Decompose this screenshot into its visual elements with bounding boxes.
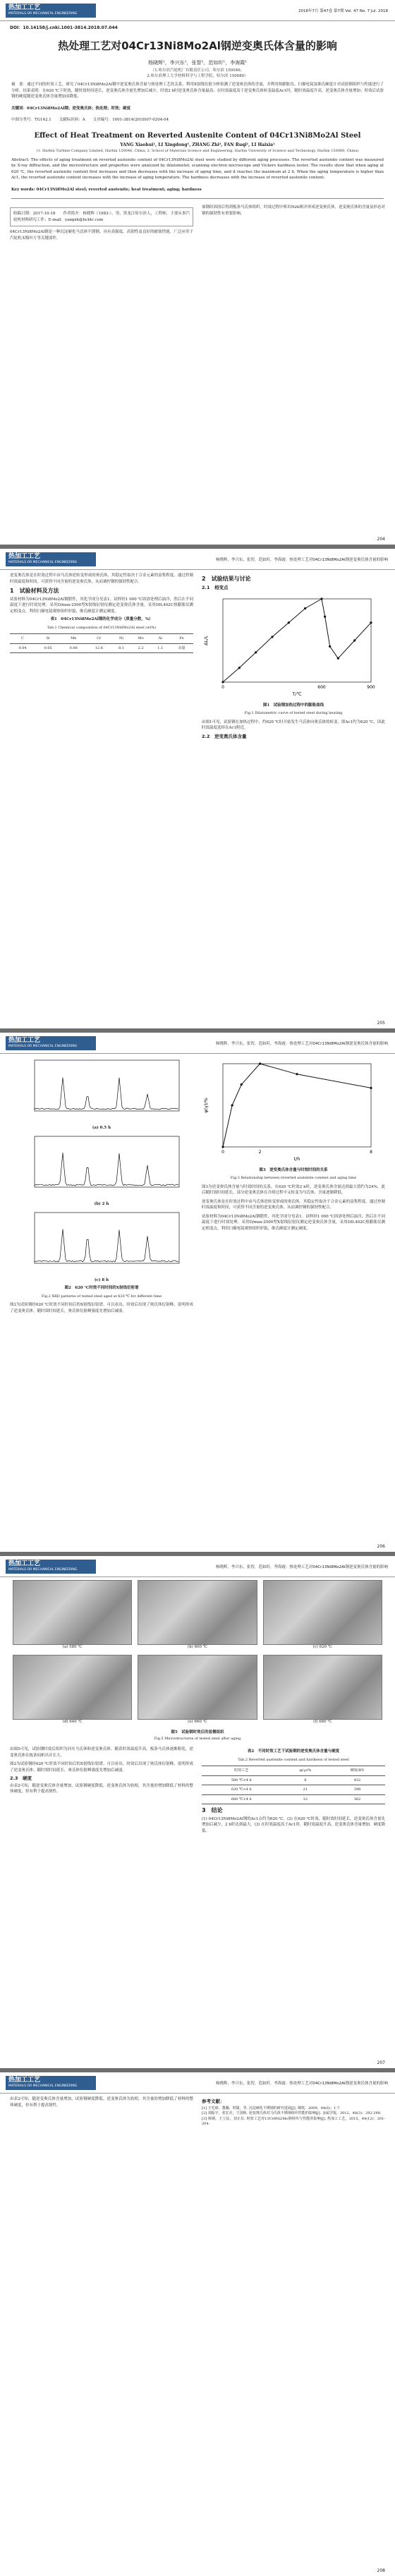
austenite-time-chart [202,1057,378,1162]
body-text: 逆变奥氏体是在时效过程中由马氏体逆转变形成的奥氏体，其稳定性取决于合金元素的富集程度。通过控制时效温度和时间，可获得不同含量的逆变奥氏体，从而调控钢的强韧性配合。 [202,1199,385,1210]
table-caption: 表2 不同时效工艺下试验钢的逆变奥氏体含量与硬度 [247,1749,340,1754]
running-head: 杨晓辉，李兴东，张智，范如圻，李海霞：热处理工艺对04Cr13Ni8Mo2Al钢逆变奥氏体含量的影响 [215,1565,388,1569]
body-text: 由表2可知，随逆变奥氏体含量增加，试验钢硬度降低。逆变奥氏体为软相，其含量的增加降低了材料的整体硬度，但有利于提高韧性。 [10,1783,193,1794]
micrograph-grid [0,1577,395,1727]
body-text: 试验材料为04Cr13Ni8Mo2Al钢锻件，其化学成分见表1。试样经1 000 ℃固溶处理后油冷，然后在不同温度下进行时效处理。采用D/max-2500型X射线衍射仪测定逆变奥氏体含量，采用DIL402C热膨胀仪测定相变点，利用扫描电镜观察组织形貌，维氏硬度计测定硬度。 [202,1214,385,1231]
section-heading: 3 结论 [202,1807,223,1813]
table-cell: 362 [329,1794,385,1804]
table-header: Si [35,634,61,644]
running-head: 杨晓辉，李兴东，张智，范如圻，李海霞：热处理工艺对04Cr13Ni8Mo2Al钢逆变奥氏体含量的影响 [215,2082,388,2086]
table-header: Mn [61,634,86,644]
table-row [202,1775,385,1785]
running-head: 杨晓辉，李兴东，张智，范如圻，李海霞：热处理工艺对04Cr13Ni8Mo2Al钢逆变奥氏体含量的影响 [215,1042,388,1046]
series-line [223,1064,371,1147]
data-point [320,597,322,600]
micrograph-image [138,1655,257,1720]
page-number: 208 [377,2568,385,2573]
section-heading: 2 试验结果与讨论 [202,576,251,582]
micrograph: (e) 660 ℃ [138,1655,257,1724]
body-text: 由图5可见，试验钢时效后组织为回火马氏体和逆变奥氏体，随着时效温度升高，板条马氏体逐渐粗化，逆变奥氏体在板条间析出并长大。 [10,1747,193,1758]
table-caption: 表1 04Cr13Ni8Mo2Al钢的化学成分（质量分数，%） [50,617,153,621]
data-point [288,621,290,624]
figure-caption-en: Fig.3 Relationship between reverted austenite content and aging time [230,1176,357,1180]
x-tick-label: 0 [221,1150,224,1155]
table-header: φ(γ)/% [281,1766,330,1776]
page-4 [0,1556,395,2068]
micrograph: (f) 680 ℃ [263,1655,382,1724]
table-cell: 0.04 [10,643,35,653]
xrd-panel-c [10,1209,193,1283]
xrd-panel-b [10,1133,193,1207]
table-row [202,1794,385,1804]
journal-logo: 热加工工艺 MATERIALS OR MECHANICAL ENGINEERING [6,1036,96,1050]
figure-caption-en: Fig.5 Microstructures of tested steel after aging [154,1737,241,1741]
table-cell: 660 ℃×4 h [202,1794,281,1804]
data-point [221,681,224,683]
table-cell: 2.2 [131,643,151,653]
conclusion-text: (1) 04Cr13Ni8Mo2Al钢的Ac1点约为620 ℃。(2) 在620 ℃时效，随时效时间延长，逆变奥氏体含量先增加后减少，2 h时达到最大。(3) 在时效温度高于Ac1时，随时效温度升高，逆变奥氏体含量增加，硬度降低。 [202,1816,385,1833]
plot-frame [35,1213,179,1263]
data-point [370,1087,372,1089]
journal-logo: 热加工工艺 MATERIALS OR MECHANICAL ENGINEERING [6,1560,96,1574]
footnote-box: 收稿日期：2017-10-18 作者简介：杨晓辉（1983-），男，黑龙江哈尔滨人，工程师，主要从事汽轮机材料研究工作；E-mail：yangxh@hcbtc.com [10,207,193,226]
column-left [10,2096,193,2127]
figure-caption-en: Fig.1 Dilatometric curve of tested steel during heating [244,711,343,715]
page-number: 206 [377,1544,385,1549]
body-columns [0,2094,395,2130]
micrograph-image [263,1580,382,1645]
table-header: Ni [111,634,130,644]
section-heading: 1 试验材料及方法 [10,588,59,594]
data-point [255,651,257,653]
abstract-en: Abstract: The effects of aging treatment on reverted austenite content of 04Cr13Ni8Mo2Al steel were studied by different aging processes. The reverted austenite content was measured by X-ray diffraction, and the microstructure and properties were analyzed by dilatometer, scanning electron microscope and Vickers hardness tester. The results show that when aging at 620 ℃, the reverted austenite content first increases and then decreases with the increase of aging time, and it reaches the maximum at 2 h. When the aging temperature is higher than Ac1, the reverted austenite content increases with the increase of aging temperature. The hardness decreases with the increase of reverted austenite content. [11,157,384,180]
table-cell: 452 [329,1775,385,1785]
table-row [10,643,193,653]
xrd-trace [35,1229,178,1262]
plot-frame [35,1060,179,1111]
plot-frame [223,599,371,682]
x-axis-label: t/h [293,1156,300,1162]
page-1 [0,0,395,545]
body-text: 试验材料为04Cr13Ni8Mo2Al钢锻件，其化学成分见表1。试样经1 000 ℃固溶处理后油冷，然后在不同温度下进行时效处理。采用D/max-2500型X射线衍射仪测定逆变奥氏体含量，采用DIL402C热膨胀仪测定相变点，利用扫描电镜观察组织形貌，维氏硬度计测定硬度。 [10,597,193,614]
data-point [353,639,356,641]
keywords-cn: 关键词：04Cr13Ni8Mo2Al钢；逆变奥氏体；热处理；时效；硬度 [11,106,130,111]
series-line [223,599,371,682]
micrograph-image [263,1655,382,1720]
table-cell: 580 ℃×4 h [202,1775,281,1785]
journal-logo: 热加工工艺 MATERIALS OR MECHANICAL ENGINEERING [6,4,96,18]
data-point [231,1104,233,1106]
authors-en: YANG Xiaohui¹, LI Xingdong¹, ZHANG Zhi², FAN Ruqi¹, LI Haixia¹ [120,142,275,147]
table-cell: 8.1 [111,643,130,653]
xrd-panel-a [10,1057,193,1131]
xrd-pattern [20,1209,183,1272]
x-tick-label: 900 [367,685,375,690]
data-point [337,657,339,660]
table-cell: 0.06 [61,643,86,653]
table-header-row [202,1766,385,1776]
body-columns [0,570,395,743]
column-right [202,1057,385,1314]
reference-item: [3] 杨钢，王立民，刘正东. 时效工艺对13Cr8Ni2Mo钢组织与性能的影响[J]. 热加工工艺，2015，44(12)：201-204. [202,2116,385,2126]
affiliation-en: (1. Harbin Turbine Company Limited, Harbin 150046, China; 2. School of Materials Science and Engineering, Harbin University of Science and Technology, Harbin 150080, China) [36,148,359,153]
body-text: 图3为逆变奥氏体含量与时效时间的关系。在620 ℃时效2 h时，逆变奥氏体含量达到最大值约为24%，此后随时效时间延长，部分逆变奥氏体在冷却过程中又转变为马氏体，含量逐渐降低。 [202,1184,385,1195]
page-header [0,0,395,21]
authors-cn: 杨晓辉¹，李兴东¹，张智²，范如圻¹，李海霞¹ [147,60,248,66]
subsection-heading: 2.3 硬度 [10,1775,32,1781]
column-right [202,1746,385,1834]
xrd-trace [35,1078,178,1110]
data-point [370,621,372,624]
data-point [238,667,241,669]
figure-caption: 图2 620 ℃时效不同时间的X射线衍射谱 [64,1286,139,1290]
page-2 [0,549,395,1028]
table-cell: 32 [281,1794,330,1804]
classification: 中图分类号：TG142.1 文献标识码：A 文章编号：1001-3814(2018)07-0204-04 [11,118,169,122]
table-cell: 8 [281,1775,330,1785]
table-header-row [10,634,193,644]
page-header [0,1033,395,1054]
affiliation-line: 2.哈尔滨理工大学材料科学与工程学院，哈尔滨 150080） [147,74,248,78]
micrograph: (c) 620 ℃ [263,1580,382,1649]
table-cell: 620 ℃×4 h [202,1785,281,1795]
table-header: 时效工艺 [202,1766,281,1776]
page-header [0,2072,395,2094]
plot-frame [35,1136,179,1187]
title-cn: 热处理工艺对04Cr13Ni8Mo2Al钢逆变奥氏体含量的影响 [58,40,337,52]
reference-item: [1] 王毛球，董瀚，时捷，等. 沉淀硬化不锈钢的研究进展[J]. 钢铁，2009，44(6)：1-7. [202,2106,341,2110]
reference-item: [2] 刘振宇，张宏亮，王国栋. 逆变奥氏体对马氏体不锈钢组织性能的影响[J]. 金属学报，2012，48(3)：292-298. [202,2111,382,2115]
reference-list [202,2106,385,2127]
subsection-heading: 2.1 相变点 [202,584,229,590]
table-caption-en: Tab.2 Reverted austenite content and hardness of tested steel [238,1757,349,1762]
panel-label: (b) 2 h [94,1201,109,1206]
figure-caption: 图1 试验钢加热过程中的膨胀曲线 [262,703,324,707]
table-cell: 1.1 [151,643,170,653]
micrograph: (a) 580 ℃ [13,1580,132,1649]
data-point [324,616,326,618]
intro-text: 该钢经固溶后得到板条马氏体组织，时效过程中析出NiAl相并形成逆变奥氏体，逆变奥氏体的含量及形态对钢的强韧性有重要影响。 [202,205,385,216]
table-row [202,1785,385,1795]
table-cell: 21 [281,1785,330,1795]
subsection-heading: 2.2 逆变奥氏体含量 [202,733,247,739]
data-point [296,1073,298,1075]
data-point [259,1062,261,1064]
x-tick-label: 2 [258,1150,262,1155]
y-axis-label: ΔL/L [203,636,209,645]
table-header: Al [151,634,170,644]
journal-logo: 热加工工艺 MATERIALS OR MECHANICAL ENGINEERING [6,552,96,566]
table-cell: 0.05 [35,643,61,653]
data-point [304,607,306,609]
body-columns [0,1744,395,1837]
issue-info: 2018年7月 第47卷 第7期 Vol. 47 No. 7 Jul. 2018 [298,9,388,13]
composition-table [10,633,193,653]
table-header: C [10,634,35,644]
panel-label: (a) 0.5 h [92,1125,111,1130]
plot-frame [223,1064,371,1147]
figure-caption: 图3 逆变奥氏体含量与时效时间的关系 [259,1167,328,1172]
body-columns [0,1054,395,1317]
table-header: Mo [131,634,151,644]
abstract-cn: 摘 要：通过不同的时效工艺，研究了04Cr13Ni8Mo2Al钢中逆变奥氏体含量与热处理工艺的关系，利用X射线衍射分析检测了逆变奥氏体的含量，并利用热膨胀仪、扫描电镜及维氏硬度计对试验钢组织与性能进行了分析。结果表明：在620 ℃下时效，随时效时间延长，逆变奥氏体含量先增加后减少，时效2 h时逆变奥氏体含量最高；在时效温度高于逆变奥氏体转变温度Ac1时，随时效温度升高，逆变奥氏体含量增加；时效后试验钢的硬度随逆变奥氏体含量增加而降低。 [11,83,384,99]
column-left [10,205,193,241]
micrograph-image [13,1655,132,1720]
micrograph: (d) 640 ℃ [13,1655,132,1724]
micrograph: (b) 600 ℃ [138,1580,257,1649]
xrd-pattern [20,1057,183,1120]
body-columns [0,202,395,244]
data-point [241,1083,243,1086]
body-text: 图2为试验钢经620 ℃时效不同时间后的X射线衍射谱。可以看出，时效后出现了奥氏体衍射峰，说明形成了逆变奥氏体。随时效时间延长，奥氏体衍射峰强度先增加后减弱。 [10,1762,193,1773]
data-point [329,645,331,648]
data-point [221,1146,224,1148]
figure-caption: 图5 试验钢时效后的显微组织 [171,1730,224,1734]
body-text: 图2为试验钢经620 ℃时效不同时间后的X射线衍射谱。可以看出，时效后出现了奥氏体衍射峰，说明形成了逆变奥氏体。随时效时间延长，奥氏体衍射峰强度先增加后减弱。 [10,1303,193,1313]
micrograph-image [13,1580,132,1645]
page-number: 204 [377,537,385,542]
x-tick-label: 600 [317,685,326,690]
x-axis-label: T/℃ [292,691,302,697]
table-cell: 余量 [170,643,193,653]
table-header: Cr [86,634,111,644]
divider [11,198,384,199]
keywords-en: Key words: 04Cr13Ni8Mo2Al steel; reverted austenite; heat treatment; aging; hardness [11,187,202,192]
figure-caption-en: Fig.2 XRD patterns of tested steel aged at 620 ℃ for different time [41,1294,162,1299]
running-head: 杨晓辉，李兴东，张智，范如圻，李海霞：热处理工艺对04Cr13Ni8Mo2Al钢逆变奥氏体含量的影响 [215,558,388,562]
panel-label: (c) 8 h [94,1277,109,1282]
x-tick-label: 0 [221,685,224,690]
page-header [0,549,395,570]
data-point [271,636,273,638]
y-axis-label: φ(γ)/% [203,1098,209,1113]
page-3 [0,1033,395,1552]
page-number: 205 [377,1021,385,1026]
micrograph-image [138,1580,257,1645]
title-en: Effect of Heat Treatment on Reverted Austenite Content of 04Cr13Ni8Mo2Al Steel [34,131,361,140]
table-cell: 12.6 [86,643,111,653]
x-tick-label: 8 [370,1150,372,1155]
hardness-table [202,1766,385,1804]
affiliation-line: （1.哈尔滨汽轮机厂有限责任公司，哈尔滨 150046； [150,68,245,73]
page-number: 207 [377,2060,385,2065]
doi: DOI：10.14158/j.cnki.1001-3814.2018.07.044 [10,25,118,30]
xrd-pattern [20,1133,183,1196]
table-caption-en: Tab.1 Chemical composition of 04Cr13Ni8Mo2Al steel (wt%) [47,625,157,630]
column-right [202,573,385,741]
body-text: 逆变奥氏体是在时效过程中由马氏体逆转变形成的奥氏体，其稳定性取决于合金元素的富集程度。通过控制时效温度和时间，可获得不同含量的逆变奥氏体，从而调控钢的强韧性配合。 [10,573,193,584]
page-5 [0,2072,395,2576]
body-text: 由图1可见，试验钢在加热过程中，约620 ℃时开始发生马氏体向奥氏体的转变，即Ac1约为620 ℃，因此时效温度选择在Ac1附近。 [202,719,385,730]
xrd-trace [35,1153,178,1186]
affiliation-cn [0,68,395,79]
journal-logo: 热加工工艺 MATERIALS OR MECHANICAL ENGINEERING [6,2076,96,2090]
table-cell: 398 [329,1785,385,1795]
body-text: 由表2可知，随逆变奥氏体含量增加，试验钢硬度降低。逆变奥氏体为软相，其含量的增加降低了材料的整体硬度，但有利于提高韧性。 [10,2097,193,2108]
table-header: 硬度/HV [329,1766,385,1776]
column-left [10,1746,193,1834]
column-left [10,1057,193,1314]
intro-text: 04Cr13Ni8Mo2Al钢是一种沉淀硬化马氏体不锈钢，具有高强度、高韧性及良好的耐蚀性能，广泛应用于汽轮机末级叶片等关键部件。 [10,230,193,241]
column-right [202,205,385,241]
column-left [10,573,193,741]
table-header: Fe [170,634,193,644]
references-heading: 参考文献： [202,2098,225,2104]
column-right [202,2096,385,2127]
dilatometric-chart [202,592,378,698]
page-header [0,1556,395,1577]
